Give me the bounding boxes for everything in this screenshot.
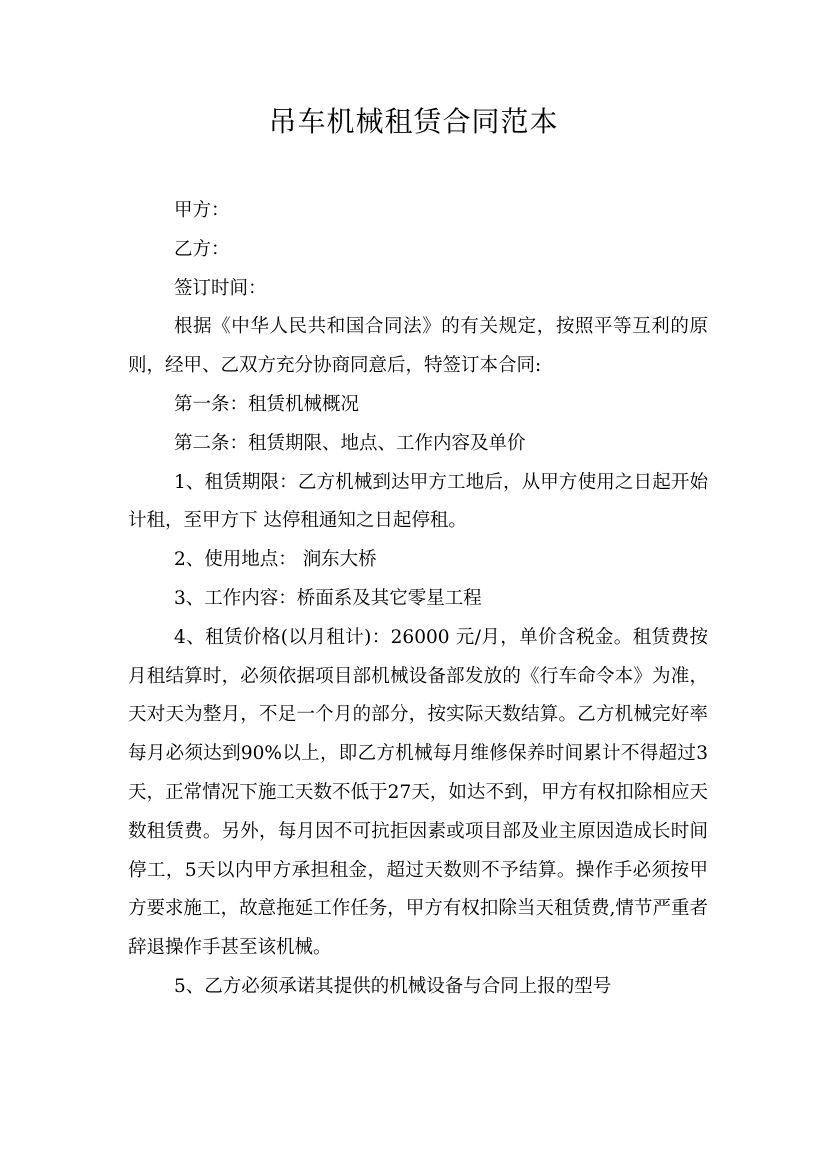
article-1-heading: 第一条：租赁机械概况 [174,393,360,415]
party-a-line: 甲方： [174,200,230,221]
clause-2-location: 2、使用地点： 涧东大桥 [174,549,377,571]
clause-5-equipment: 5、乙方必须承诺其提供的机械设备与合同上报的型号 [174,975,612,997]
clause-1-lease-term: 1、租赁期限：乙方机械到达甲方工地后，从甲方使用之日起开始计租，至甲方下 达停租通知之日起停租。 [128,471,708,532]
document-body [128,192,708,1007]
preamble-paragraph: 根据《中华人民共和国合同法》的有关规定，按照平等互利的原则，经甲、乙双方充分协商同意后，特签订本合同: [128,316,708,377]
clause-3-work-content: 3、工作内容：桥面系及其它零星工程 [174,587,482,609]
document-title: 吊车机械租赁合同范本 [268,105,559,138]
party-b-line: 乙方： [174,238,230,260]
signing-date-line: 签订时间： [174,277,267,299]
clause-4-price: 4、租赁价格(以月租计)：26000 元/月，单价含税金。租赁费按月租结算时，必须依据项目部机械设备部发放的《行车命令本》为准，天对天为整月，不足一个月的部分，按实际天数结算。乙方机械完好率每月必须达到90%以上，即乙方机械每月维修保养时间累计不得超过3天，正常情况下施工天数不低于27天，如达不到，甲方有权扣除相应天数租赁费。另外，每月因不可抗拒因素或项目部及业主原因造成长时间停工，5天以内甲方承担租金，超过天数则不予结算。操作手必须按甲方要求施工，故意拖延工作任务，甲方有权扣除当天租赁费,情节严重者辞退操作手甚至该机械。 [128,626,708,959]
article-2-heading: 第二条：租赁期限、地点、工作内容及单价 [174,432,526,454]
